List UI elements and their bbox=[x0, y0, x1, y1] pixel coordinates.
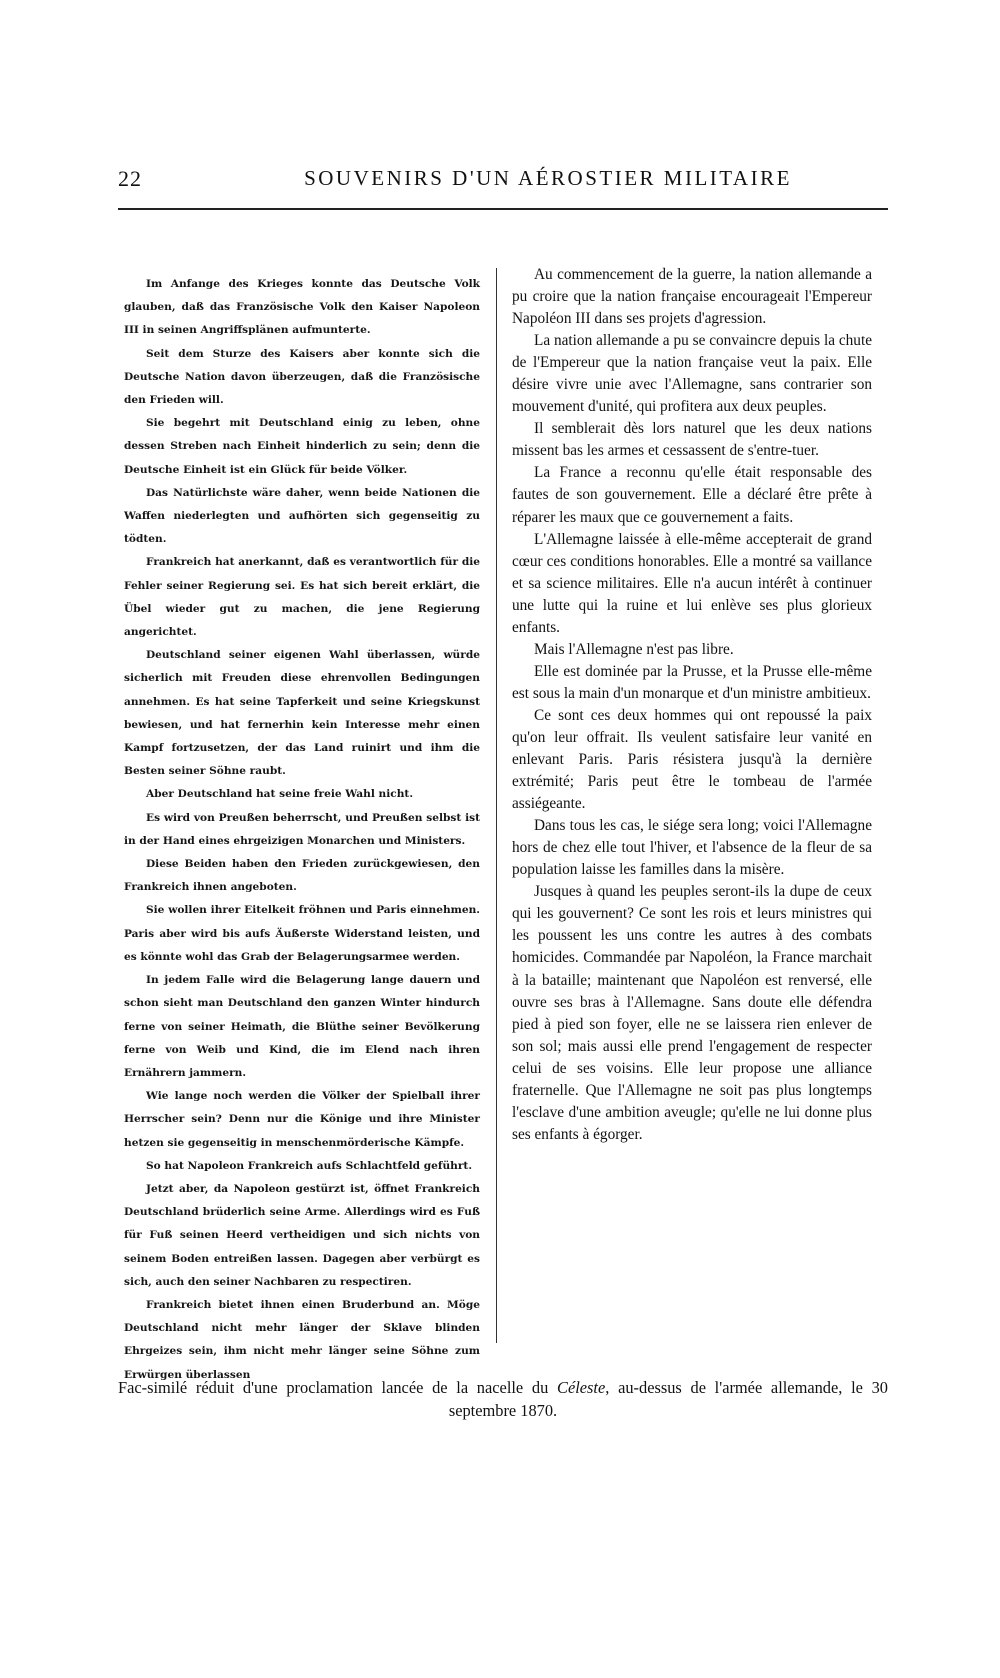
german-paragraph: Aber Deutschland hat seine freie Wahl nicht. bbox=[146, 788, 414, 801]
caption-ship-name: Céleste bbox=[557, 1378, 606, 1397]
german-paragraph: Wie lange noch werden die Völker der Spielball ihrer Herrscher sein? Denn nur die Könige und ihre Minister hetzen sie gegenseitig in menschenmörderische Kämpfe. bbox=[124, 1090, 480, 1149]
french-paragraph: Il semblerait dès lors naturel que les deux nations missent bas les armes et cessassent de s'entre-tuer. bbox=[512, 420, 872, 460]
running-title: SOUVENIRS D'UN AÉROSTIER MILITAIRE bbox=[304, 166, 792, 190]
german-paragraph: Diese Beiden haben den Frieden zurückgewiesen, den Frankreich ihnen angeboten. bbox=[124, 858, 480, 894]
german-paragraph: Deutschland seiner eigenen Wahl überlassen, würde sicherlich mit Freuden diese ehrenvollen Bedingungen annehmen. Es hat seine Tapferkeit und seine Kriegskunst bewiesen, und hat fernerhin kein Interesse mehr einen Kampf fortzusetzen, der das Land ruinirt und ihm die Besten seiner Söhne raubt. bbox=[124, 649, 480, 778]
german-paragraph: Seit dem Sturze des Kaisers aber konnte sich die Deutsche Nation davon überzeugen, daß die Französische den Frieden will. bbox=[124, 347, 480, 407]
caption-text-after: , au-dessus de l'armée allemande, le 30 septembre 1870. bbox=[448, 1378, 889, 1420]
french-paragraph: L'Allemagne laissée à elle-même accepterait de grand cœur ces conditions honorables. Elle a montré sa vaillance et sa science militaires. Elle n'a aucun intérêt à continuer une lutte qui la ruine et lui enlève ses plus glorieux enfants. bbox=[512, 530, 872, 636]
german-paragraph: Im Anfange des Krieges konnte das Deutsche Volk glauben, daß das Französische Volk den Kaiser Napoleon III in seinen Angriffsplänen aufmunterte. bbox=[124, 278, 480, 337]
page-header bbox=[118, 166, 888, 196]
french-paragraph: La France a reconnu qu'elle était responsable des fautes de son gouvernement. Elle a déclaré être prête à réparer les maux que ce gouvernement a faits. bbox=[512, 464, 872, 526]
french-paragraph: Mais l'Allemagne n'est pas libre. bbox=[534, 640, 734, 658]
german-paragraph: Es wird von Preußen beherrscht, und Preußen selbst ist in der Hand eines ehrgeizigen Monarchen und Ministers. bbox=[124, 811, 480, 847]
french-paragraph: Jusques à quand les peuples seront-ils la dupe de ceux qui les gouvernent? Ce sont les rois et leurs ministres qui les poussent les uns contre les autres à des combats homicides. Commandée par Napoléon, la France marchait à la bataille; maintenant que Napoléon est renversé, elle ouvre ses bras à l'Allemagne. Sans doute elle défendra pied à pied son foyer, elle ne se laissera rien enlever de son sol; mais aussi elle prend l'engagement de respecter celui de ses voisins. Elle leur propose une alliance fraternelle. Que l'Allemagne ne soit pas plus longtemps l'esclave d'une ambition aveugle; qu'elle ne lui donne plus ses enfants à égorger. bbox=[512, 883, 872, 1143]
german-paragraph: Sie begehrt mit Deutschland einig zu leben, ohne dessen Streben nach Einheit hinderlich zu sein; denn die Deutsche Einheit ist ein Glück für beide Völker. bbox=[124, 417, 480, 476]
german-proclamation-column bbox=[124, 273, 480, 1387]
figure-caption bbox=[118, 1376, 888, 1422]
german-paragraph: Frankreich bietet ihnen einen Bruderbund an. Möge Deutschland nicht mehr länger der Sklave blinden Ehrgeizes sein, ihm nicht mehr länger seine Söhne zum Erwürgen überlassen bbox=[124, 1298, 480, 1381]
german-paragraph: Sie wollen ihrer Eitelkeit fröhnen und Paris einnehmen. Paris aber wird bis aufs Äußerste Widerstand leisten, und es könnte wohl das Grab der Belagerungsarmee werden. bbox=[124, 904, 480, 963]
french-paragraph: Ce sont ces deux hommes qui ont repoussé la paix qu'on leur offrait. Ils veulent satisfaire leur vanité en enlevant Paris. Paris résistera jusqu'à la dernière extrémité; Paris peut être le tombeau de l'armée assiégeante. bbox=[512, 706, 872, 813]
page-number: 22 bbox=[118, 166, 142, 191]
french-paragraph: Dans tous les cas, le siége sera long; voici l'Allemagne hors de chez elle tout l'hiver, et l'absence de la fleur de sa population laisse les familles dans la misère. bbox=[512, 817, 872, 879]
german-paragraph: In jedem Falle wird die Belagerung lange dauern und schon sieht man Deutschland den ganzen Winter hindurch ferne von seiner Heimath, die Blüthe seiner Bevölkerung ferne von Weib und Kind, die im Elend nach ihren Ernährern jammern. bbox=[124, 974, 480, 1079]
french-proclamation-column bbox=[512, 264, 872, 1146]
header-rule bbox=[118, 208, 888, 210]
german-paragraph: Frankreich hat anerkannt, daß es verantwortlich für die Fehler seiner Regierung sei. Es hat sich bereit erklärt, die Übel wieder gut zu machen, die jene Regierung angerichtet. bbox=[124, 556, 480, 639]
column-divider bbox=[496, 268, 497, 1343]
german-paragraph: Jetzt aber, da Napoleon gestürzt ist, öffnet Frankreich Deutschland brüderlich seine Arme. Allerdings wird es Fuß für Fuß seinen Heerd vertheidigen und sich nichts von seinem Boden entreißen lassen. Dagegen aber verbürgt es sich, auch den seiner Nachbaren zu respectiren. bbox=[124, 1182, 480, 1288]
french-paragraph: La nation allemande a pu se convaincre depuis la chute de l'Empereur que la nation française veut la paix. Elle désire vivre unie avec l'Allemagne, sans contrarier son mouvement d'unité, qui profitera aux deux peuples. bbox=[512, 332, 872, 416]
german-paragraph: Das Natürlichste wäre daher, wenn beide Nationen die Waffen niederlegten und aufhörten sich gegenseitig zu tödten. bbox=[124, 486, 480, 546]
caption-text-before: Fac-similé réduit d'une proclamation lancée de la nacelle du bbox=[118, 1378, 558, 1397]
french-paragraph: Au commencement de la guerre, la nation allemande a pu croire que la nation française encourageait l'Empereur Napoléon III dans ses projets d'agression. bbox=[512, 266, 872, 328]
german-paragraph: So hat Napoleon Frankreich aufs Schlachtfeld geführt. bbox=[146, 1159, 473, 1172]
french-paragraph: Elle est dominée par la Prusse, et la Prusse elle-même est sous la main d'un monarque et d'un ministre ambitieux. bbox=[512, 662, 872, 702]
